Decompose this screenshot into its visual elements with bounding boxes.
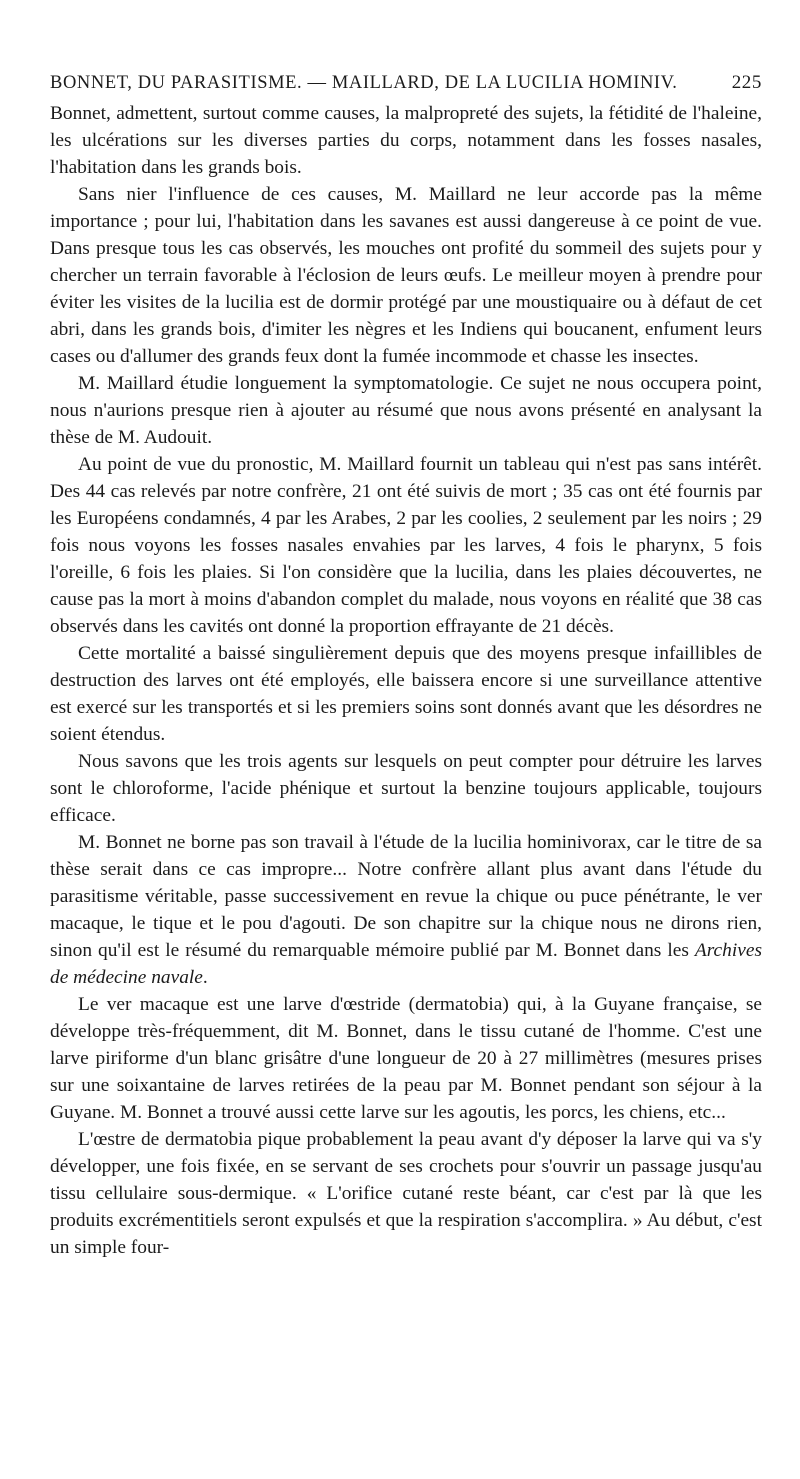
body-text [50, 100, 762, 1261]
running-header [50, 72, 762, 94]
paragraph-4: Au point de vue du pronostic, M. Maillard fournit un tableau qui n'est pas sans intérêt. Des 44 cas relevés par notre confrère, 21 ont été suivis de mort ; 35 cas ont été fournis par les Européens condamnés, 4 par les Arabes, 2 par les coolies, 2 seulement par les noirs ; 29 fois nous voyons les fosses nasales envahies par les larves, 4 fois le pharynx, 5 fois l'oreille, 6 fois les plaies. Si l'on considère que la lucilia, dans les plaies découvertes, ne cause pas la mort à moins d'abandon complet du malade, nous voyons en réalité que 38 cas observés dans les cavités ont donné la proportion effrayante de 21 décès. [50, 454, 762, 637]
paragraph-8: Le ver macaque est une larve d'œstride (dermatobia) qui, à la Guyane française, se développe très-fréquemment, dit M. Bonnet, dans le tissu cutané de l'homme. C'est une larve piriforme d'un blanc grisâtre d'une longueur de 20 à 27 millimètres (mesures prises sur une soixantaine de larves retirées de la peau par M. Bonnet pendant son séjour à la Guyane. M. Bonnet a trouvé aussi cette larve sur les agoutis, les porcs, les chiens, etc... [50, 994, 762, 1123]
page-number: 225 [731, 72, 762, 93]
document-page [50, 72, 762, 1261]
paragraph-3: M. Maillard étudie longuement la symptomatologie. Ce sujet ne nous occupera point, nous n'aurions presque rien à ajouter au résumé que nous avons présenté en analysant la thèse de M. Audouit. [50, 373, 762, 448]
paragraph-7 [50, 829, 762, 991]
paragraph-6: Nous savons que les trois agents sur lesquels on peut compter pour détruire les larves sont le chloroforme, l'acide phénique et surtout la benzine toujours applicable, toujours efficace. [50, 751, 762, 826]
paragraph-7-end: . [202, 967, 208, 988]
paragraph-1: Bonnet, admettent, surtout comme causes, la malpropreté des sujets, la fétidité de l'haleine, les ulcérations sur les diverses parties du corps, notamment dans les fosses nasales, l'habitation dans les grands bois. [50, 103, 762, 178]
journal-title: Archives de médecine navale [50, 940, 762, 988]
paragraph-9: L'œstre de dermatobia pique probablement la peau avant d'y déposer la larve qui va s'y développer, une fois fixée, en se servant de ses crochets pour s'ouvrir un passage jusqu'au tissu cellulaire sous-dermique. « L'orifice cutané reste béant, car c'est par là que les produits excrémentitiels seront expulsés et que la respiration s'accomplira. » Au début, c'est un simple four- [50, 1129, 762, 1258]
paragraph-7-text: M. Bonnet ne borne pas son travail à l'étude de la lucilia hominivorax, car le titre de sa thèse serait dans ce cas impropre... Notre confrère allant plus avant dans l'étude du parasitisme véritable, passe successivement en revue la chique ou puce pénétrante, le ver macaque, le tique et le pou d'agouti. De son chapitre sur la chique nous ne dirons rien, sinon qu'il est le résumé du remarquable mémoire publié par M. Bonnet dans les [50, 832, 762, 961]
paragraph-5: Cette mortalité a baissé singulièrement depuis que des moyens presque infaillibles de destruction des larves ont été employés, elle baissera encore si une surveillance attentive est exercé sur les transportés et si les premiers soins sont donnés avant que les désordres ne soient étendus. [50, 643, 762, 745]
paragraph-2: Sans nier l'influence de ces causes, M. Maillard ne leur accorde pas la même importance ; pour lui, l'habitation dans les savanes est aussi dangereuse à ce point de vue. Dans presque tous les cas observés, les mouches ont profité du sommeil des sujets pour y chercher un terrain favorable à l'éclosion de leurs œufs. Le meilleur moyen à prendre pour éviter les visites de la lucilia est de dormir protégé par une moustiquaire ou à défaut de cet abri, dans les grands bois, d'imiter les nègres et les Indiens qui boucanent, enfument leurs cases ou d'allumer des grands feux dont la fumée incommode et chasse les insectes. [50, 184, 762, 367]
running-title: BONNET, DU PARASITISME. — MAILLARD, DE LA LUCILIA HOMINIV. [50, 73, 678, 93]
